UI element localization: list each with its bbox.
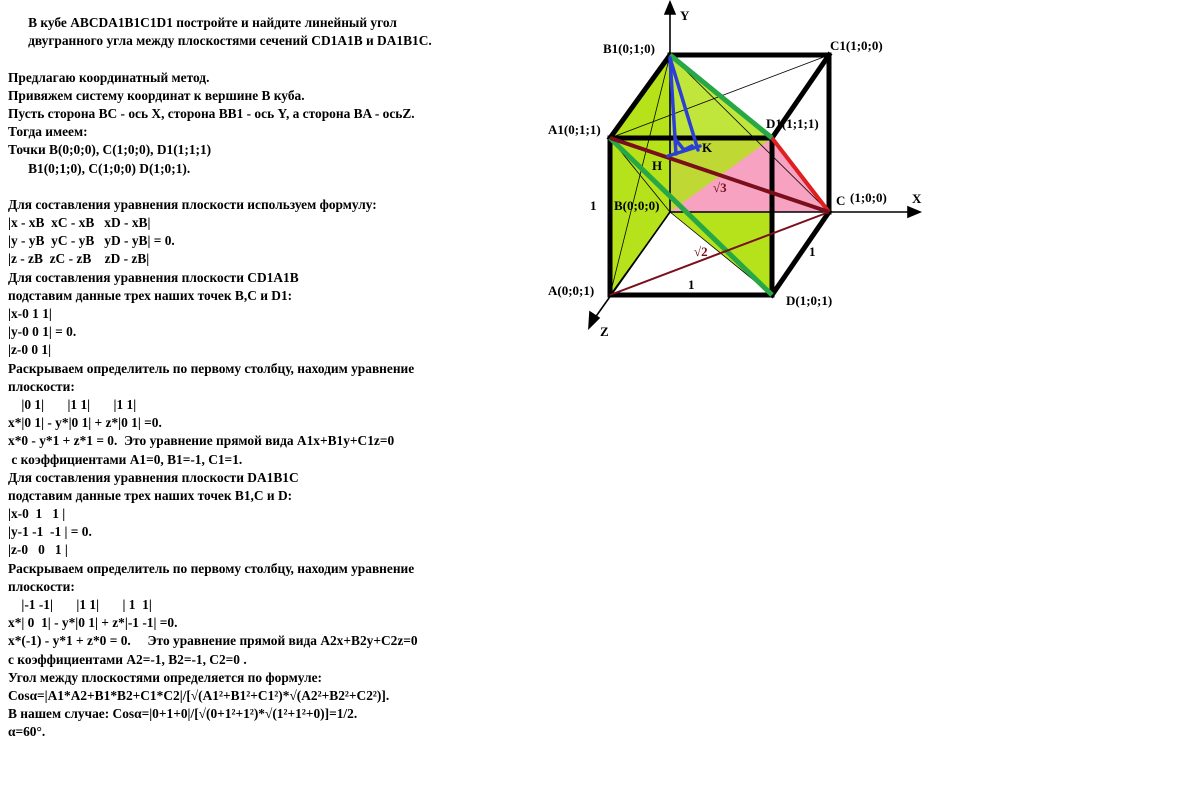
vertex-D1-label: D1(1;1;1) bbox=[766, 116, 819, 131]
diagonal-sqrt2-label: √2 bbox=[694, 244, 708, 259]
text-line: x*(-1) - y*1 + z*0 = 0. Это уравнение прямой вида A2x+B2y+C2z=0 bbox=[8, 633, 418, 649]
text-line: Cosα=|A1*A2+B1*B2+C1*C2|/[√(A1²+B1²+C1²)*√(A2²+B2²+C2²)]. bbox=[8, 687, 390, 703]
vertex-C-coords: (1;0;0) bbox=[850, 190, 887, 205]
text-line: Раскрываем определитель по первому столбцу, находим уравнение bbox=[8, 360, 415, 376]
vertex-A-label: A(0;0;1) bbox=[548, 283, 595, 298]
text-line: x*|0 1| - y*|0 1| + z*|0 1| =0. bbox=[8, 415, 162, 431]
text-line: |y - yB yC - yB yD - yB| = 0. bbox=[8, 233, 175, 249]
text-line: x*0 - y*1 + z*1 = 0. Это уравнение прямой вида A1x+B1y+C1z=0 bbox=[8, 433, 395, 449]
edge-length-left: 1 bbox=[590, 198, 597, 213]
axis-z-label: Z bbox=[600, 324, 609, 339]
text-line: |x-0 1 1 | bbox=[8, 506, 66, 522]
point-K-label: K bbox=[702, 140, 713, 155]
text-line: Для составления уравнения плоскости используем формулу: bbox=[8, 196, 377, 212]
text-line: плоскости: bbox=[8, 578, 75, 594]
text-line: |x - xB xC - xB xD - xB| bbox=[8, 215, 151, 231]
vertex-C1-label: C1(1;0;0) bbox=[830, 38, 883, 53]
text-line: |y-1 -1 -1 | = 0. bbox=[8, 524, 92, 540]
text-line: плоскости: bbox=[8, 378, 75, 394]
text-line: Предлагаю координатный метод. bbox=[8, 69, 210, 85]
text-line: x*| 0 1| - y*|0 1| + z*|-1 -1| =0. bbox=[8, 615, 178, 631]
text-line: Раскрываем определитель по первому столбцу, находим уравнение bbox=[8, 560, 415, 576]
vertex-A1-label: A1(0;1;1) bbox=[548, 122, 601, 137]
point-H-label: H bbox=[652, 158, 663, 173]
text-line: с коэффициентами A2=-1, B2=-1, C2=0 . bbox=[8, 651, 247, 667]
edge-length-bottom: 1 bbox=[688, 277, 695, 292]
text-line: |x-0 1 1| bbox=[8, 306, 52, 321]
text-line: |z-0 0 1 | bbox=[8, 542, 68, 558]
text-line: Для составления уравнения плоскости DA1B1C bbox=[8, 469, 299, 485]
text-line: |z - zB zC - zB zD - zB| bbox=[8, 251, 150, 267]
diagonal-sqrt3-label: √3 bbox=[713, 180, 727, 195]
text-line: Для составления уравнения плоскости CD1A1B bbox=[8, 269, 299, 285]
vertex-C-letter: C bbox=[836, 193, 846, 208]
vertex-D-label: D(1;0;1) bbox=[786, 293, 833, 308]
text-line: Тогда имеем: bbox=[8, 124, 88, 140]
text-line: подставим данные трех наших точек B1,C и D: bbox=[8, 487, 293, 503]
text-line: Пусть сторона BC - ось X, сторона BB1 - ось Y, а сторона BA - осьZ. bbox=[8, 105, 415, 121]
text-line: Точки B(0;0;0), C(1;0;0), D1(1;1;1) bbox=[8, 142, 212, 158]
text-line: |z-0 0 1| bbox=[8, 342, 52, 358]
text-line: |0 1| |1 1| |1 1| bbox=[8, 396, 137, 412]
text-line: двугранного угла между плоскостями сечений CD1A1B и DA1B1C. bbox=[8, 33, 432, 49]
text-line: В нашем случае: Cosα=|0+1+0|/[√(0+1²+1²)*√(1²+1²+0)]=1/2. bbox=[8, 706, 358, 722]
vertex-B1-label: B1(0;1;0) bbox=[603, 41, 655, 56]
axis-y-label: Y bbox=[680, 8, 690, 23]
text-line: с коэффициентами A1=0, B1=-1, C1=1. bbox=[8, 451, 243, 467]
text-line: |-1 -1| |1 1| | 1 1| bbox=[8, 597, 152, 612]
vertex-B-label: B(0;0;0) bbox=[614, 198, 660, 213]
text-line: подставим данные трех наших точек B,C и D1: bbox=[8, 287, 293, 303]
text-line: Привяжем систему координат к вершине B куба. bbox=[8, 87, 305, 103]
edge-length-right: 1 bbox=[809, 244, 816, 259]
axis-x-label: X bbox=[912, 191, 922, 206]
text-line: B1(0;1;0), C(1;0;0) D(1;0;1). bbox=[8, 160, 191, 176]
text-line: α=60°. bbox=[8, 724, 46, 740]
text-line: |y-0 0 1| = 0. bbox=[8, 324, 77, 340]
text-line: Угол между плоскостями определяется по формуле: bbox=[8, 669, 322, 685]
text-line: В кубе ABCDA1B1C1D1 постройте и найдите линейный угол bbox=[8, 15, 397, 30]
